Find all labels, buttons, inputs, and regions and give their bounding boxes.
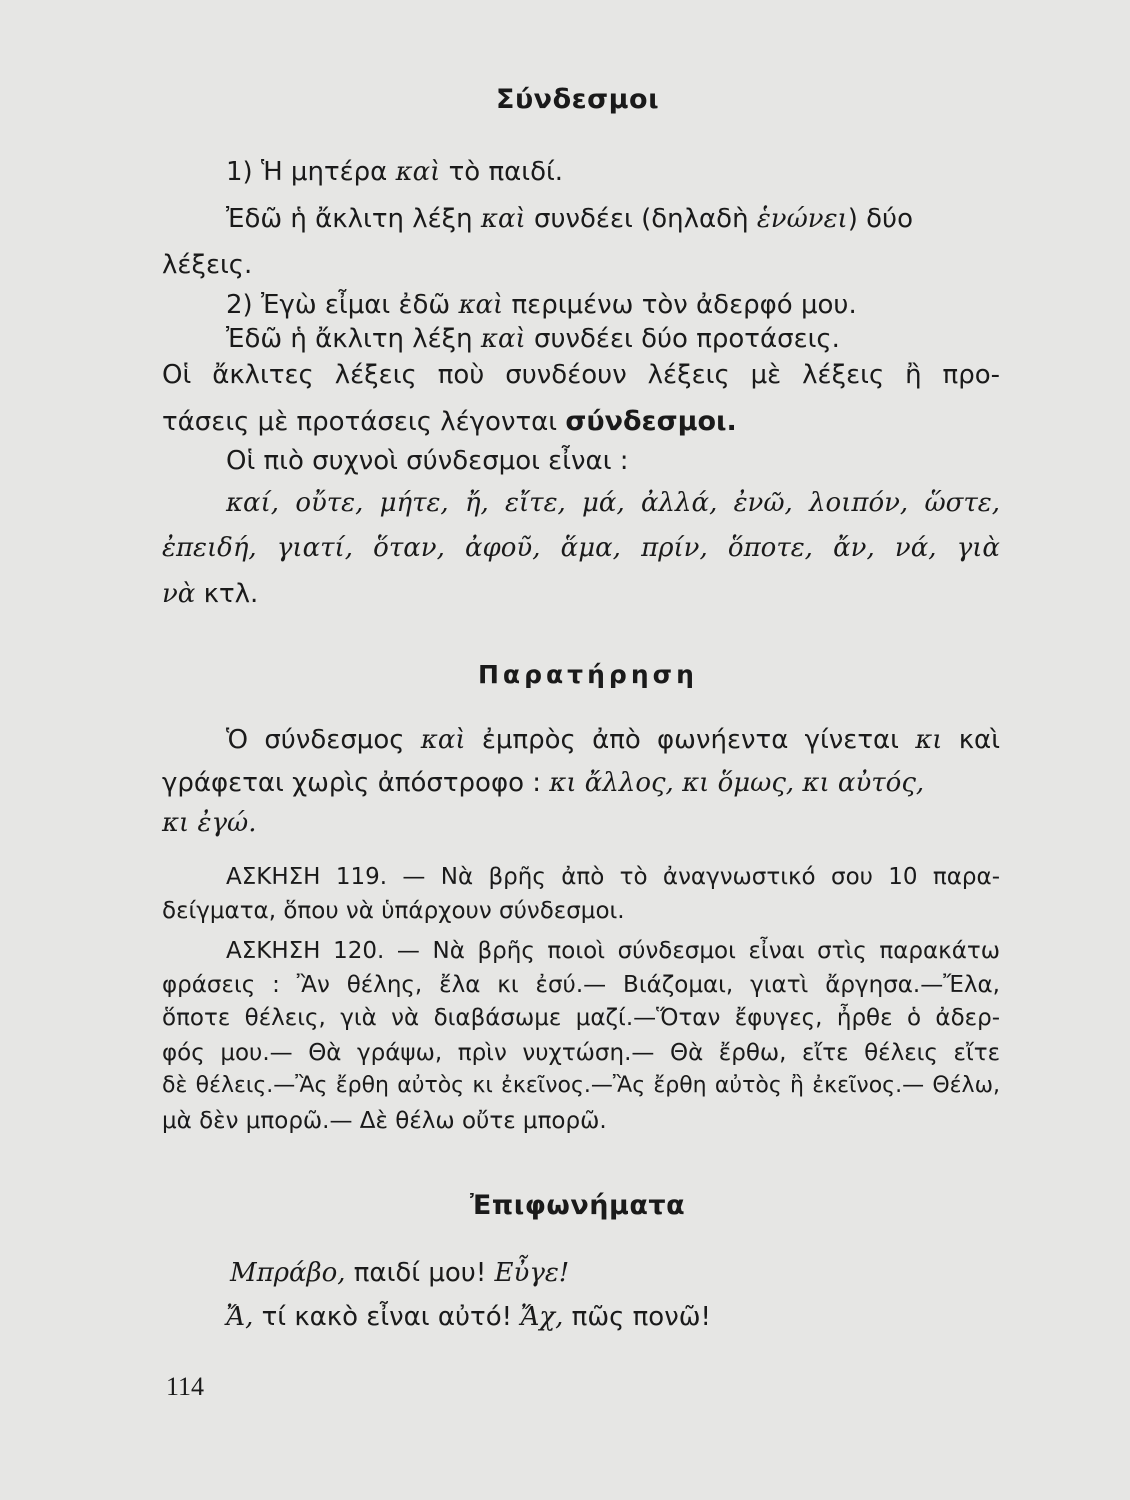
example-2-note: Ἐδῶ ἡ ἄκλιτη λέξη καὶ συνδέει δύο προτάσεις. xyxy=(226,324,840,354)
exercise-119-line-2: δείγματα, ὅπου νὰ ὑπάρχουν σύνδεσμοι. xyxy=(162,898,625,924)
section-title-syndesmoi: Σύνδεσμοι xyxy=(496,84,660,115)
example-1-note-cont: λέξεις. xyxy=(162,250,253,280)
exercise-120-line-5: δὲ θέλεις.—Ἂς ἔρθη αὐτὸς κι ἐκεῖνος.—Ἂς ἔρθη αὐτὸς ἢ ἐκεῖνος.— Θέλω, xyxy=(162,1073,1000,1098)
conjunction-list-line-1: καί, οὔτε, μήτε, ἤ, εἴτε, μά, ἀλλά, ἐνῶ, λοιπόν, ὥστε, xyxy=(226,488,1000,518)
example-1-note: Ἐδῶ ἡ ἄκλιτη λέξη καὶ συνδέει (δηλαδὴ ἑνώνει) δύο xyxy=(226,204,914,234)
definition-line-2: τάσεις μὲ προτάσεις λέγονται σύνδεσμοι. xyxy=(162,406,737,437)
remark-line-3: κι ἐγώ. xyxy=(162,808,257,838)
page-number: 114 xyxy=(166,1372,205,1401)
conjunction-list-line-3: νὰ κτλ. xyxy=(162,579,259,609)
exercise-120-line-2: φράσεις : Ἂν θέλης, ἔλα κι ἐσύ.— Βιάζομαι, γιατὶ ἄργησα.—Ἔλα, xyxy=(162,972,1000,998)
exercise-120-line-6: μὰ δὲν μπορῶ.— Δὲ θέλω οὔτε μπορῶ. xyxy=(162,1108,607,1134)
exercise-120-line-3: ὅποτε θέλεις, γιὰ νὰ διαβάσωμε μαζί.—Ὅταν ἔφυγες, ἦρθε ὁ ἀδερ- xyxy=(162,1005,1000,1031)
remark-line-2: γράφεται χωρὶς ἀπόστροφο : κι ἄλλος, κι ὅμως, κι αὐτός, xyxy=(162,768,925,798)
example-1: 1) Ἡ μητέρα καὶ τὸ παιδί. xyxy=(226,157,564,187)
remark-title: Παρατήρηση xyxy=(478,660,698,689)
example-2: 2) Ἐγὼ εἶμαι ἐδῶ καὶ περιμένω τὸν ἀδερφό μου. xyxy=(226,290,857,320)
exercise-120-line-1: ΑΣΚΗΣΗ 120. — Νὰ βρῆς ποιοὶ σύνδεσμοι εἶναι στὶς παρακάτω xyxy=(226,938,1000,964)
interjection-example-2: Ἄ, τί κακὸ εἶναι αὐτό! Ἄχ, πῶς πονῶ! xyxy=(226,1302,711,1332)
exercise-119-line-1: ΑΣΚΗΣΗ 119. — Νὰ βρῆς ἀπὸ τὸ ἀναγνωστικό σου 10 παρα- xyxy=(226,864,1000,890)
definition-line-1: Οἱ ἄκλιτες λέξεις ποὺ συνδέουν λέξεις μὲ λέξεις ἢ προ- xyxy=(162,360,1000,390)
section-title-epifonimata: Ἐπιφωνήματα xyxy=(470,1190,686,1221)
exercise-120-line-4: φός μου.— Θὰ γράψω, πρὶν νυχτώση.— Θὰ ἔρθω, εἴτε θέλεις εἴτε xyxy=(162,1040,1000,1066)
conjunction-list-line-2: ἐπειδή, γιατί, ὅταν, ἀφοῦ, ἅμα, πρίν, ὅποτε, ἄν, νά, γιὰ xyxy=(162,533,1000,563)
interjection-example-1: Μπράβο, παιδί μου! Εὖγε! xyxy=(230,1258,570,1288)
remark-line-1: Ὁ σύνδεσμος καὶ ἐμπρὸς ἀπὸ φωνήεντα γίνεται κι καὶ xyxy=(226,725,1000,755)
common-conjunctions-intro: Οἱ πιὸ συχνοὶ σύνδεσμοι εἶναι : xyxy=(226,446,629,476)
